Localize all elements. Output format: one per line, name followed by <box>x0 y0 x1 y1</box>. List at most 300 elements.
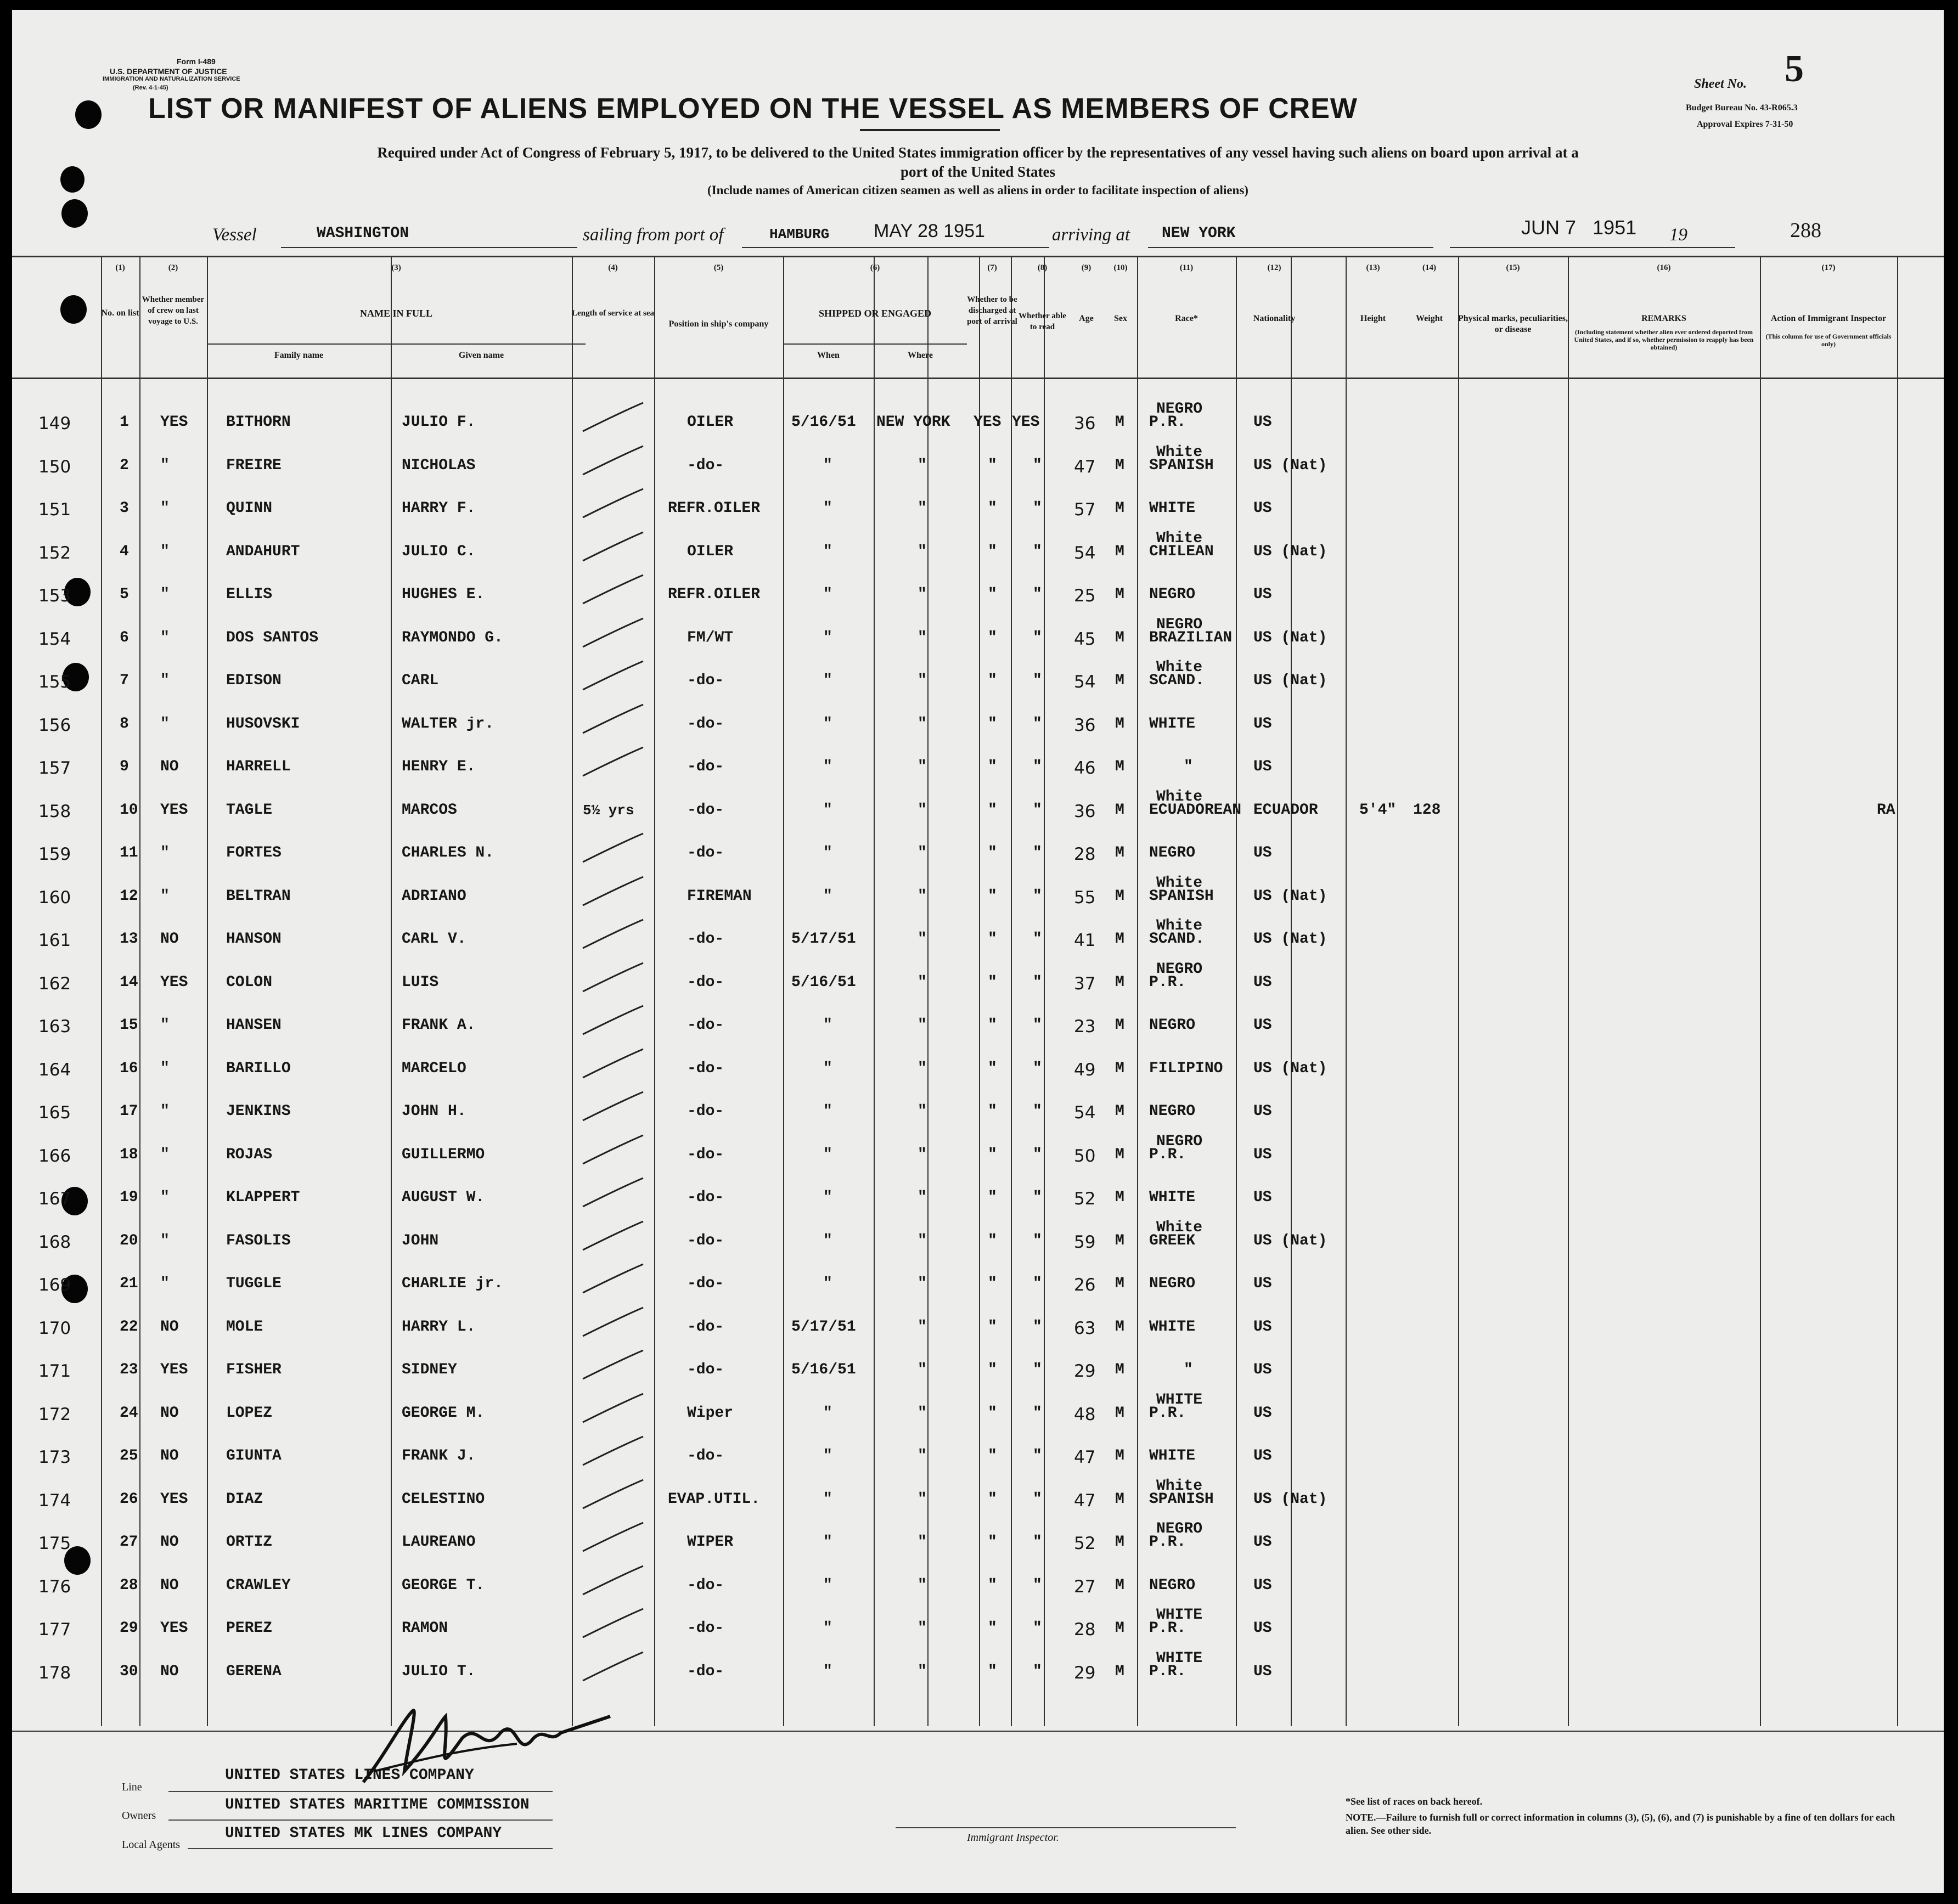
col-shipped-engaged: SHIPPED OR ENGAGED <box>818 308 932 319</box>
nationality: US <box>1253 1189 1272 1206</box>
race: SPANISH <box>1149 457 1214 474</box>
service-check-mark <box>577 872 654 911</box>
remarks-note: (Including statement whether alien ever ordered deported from United States, and if so, whether permission to reapply has been obtained) <box>1574 328 1754 351</box>
position: -do- <box>687 1576 724 1594</box>
column-divider <box>1458 256 1459 1726</box>
line-number: 164 <box>38 1060 71 1080</box>
nationality: ECUADOR <box>1253 801 1318 819</box>
column-number: (6) <box>870 263 880 272</box>
shipped-when: " <box>823 1146 832 1163</box>
nationality: US <box>1253 844 1272 861</box>
line-number: 161 <box>38 931 71 950</box>
service-check-mark <box>577 1001 654 1040</box>
able-to-read: " <box>1033 586 1042 603</box>
line-value: UNITED STATES LINES COMPANY <box>225 1767 474 1784</box>
budget-bureau: Budget Bureau No. 43-R065.3 <box>1686 103 1798 112</box>
column-divider <box>874 256 875 1726</box>
nationality: US (Nat) <box>1253 457 1327 474</box>
able-to-read: " <box>1033 1189 1042 1206</box>
race-line-1: White <box>1156 659 1203 676</box>
nationality: US <box>1253 1146 1272 1163</box>
able-to-read: " <box>1033 1576 1042 1594</box>
column-number: (12) <box>1267 263 1281 272</box>
given-name: HENRY E. <box>402 758 476 775</box>
race-line-1: White <box>1156 443 1203 461</box>
able-to-read: " <box>1033 1318 1042 1336</box>
discharged: " <box>988 1534 997 1551</box>
service-check-mark <box>577 657 654 695</box>
race-line-1: NEGRO <box>1156 1520 1203 1537</box>
age: 25 <box>1074 586 1096 606</box>
race: NEGRO <box>1149 1103 1196 1120</box>
race: NEGRO <box>1149 586 1196 603</box>
discharged: " <box>988 629 997 646</box>
port-to: NEW YORK <box>1162 225 1236 242</box>
shipped-where: " <box>918 1576 927 1594</box>
sex: M <box>1115 1447 1124 1464</box>
service-check-mark <box>577 743 654 781</box>
able-to-read: " <box>1033 973 1042 991</box>
line-number: 159 <box>38 844 71 864</box>
shipped-where: " <box>918 1490 927 1508</box>
able-to-read: " <box>1033 887 1042 905</box>
column-divider <box>979 256 980 1726</box>
port-from: HAMBURG <box>769 226 830 243</box>
sex: M <box>1115 414 1124 431</box>
line-number: 163 <box>38 1017 71 1037</box>
crew-last-voyage: YES <box>160 801 188 819</box>
race-line-1: White <box>1156 1477 1203 1495</box>
service-check-mark <box>577 1260 654 1298</box>
race-line-1: White <box>1156 1219 1203 1236</box>
length-service: 5½ yrs <box>583 802 634 819</box>
shipped-where: " <box>918 1361 927 1378</box>
penalty-note: NOTE.—Failure to furnish full or correct information in columns (3), (5), (6), and (7) is punishable by a fine of ten dollars for each alien. See other side. <box>1346 1812 1895 1836</box>
nationality: US <box>1253 1318 1272 1336</box>
family-name: DIAZ <box>226 1490 263 1508</box>
able-to-read: " <box>1033 758 1042 775</box>
nationality: US <box>1253 1534 1272 1551</box>
sex: M <box>1115 973 1124 991</box>
discharged: " <box>988 1490 997 1508</box>
owners-underline <box>168 1819 553 1821</box>
shipped-where: " <box>918 543 927 560</box>
given-name: CELESTINO <box>402 1490 485 1508</box>
crew-last-voyage: NO <box>160 1663 179 1680</box>
given-name: LUIS <box>402 973 439 991</box>
discharged: " <box>988 586 997 603</box>
column-divider <box>783 256 784 1726</box>
shipped-where: NEW YORK <box>876 414 950 431</box>
vessel-name: WASHINGTON <box>317 225 409 242</box>
column-number: (8) <box>1037 263 1048 272</box>
title-underline <box>860 129 1000 131</box>
line-number: 151 <box>38 500 71 520</box>
shipped-when: " <box>823 1620 832 1637</box>
discharged: " <box>988 1620 997 1637</box>
sex: M <box>1115 758 1124 775</box>
crew-last-voyage: YES <box>160 1361 188 1378</box>
discharged: " <box>988 1447 997 1464</box>
service-check-mark <box>577 1389 654 1428</box>
able-to-read: " <box>1033 1232 1042 1249</box>
race: P.R. <box>1149 973 1186 991</box>
given-name: FRANK J. <box>402 1447 476 1464</box>
race-line-1: NEGRO <box>1156 401 1203 418</box>
sex: M <box>1115 1534 1124 1551</box>
age: 28 <box>1074 1620 1096 1640</box>
line-number: 154 <box>38 629 71 649</box>
age: 52 <box>1074 1534 1096 1553</box>
sheet-label: Sheet No. <box>1694 77 1747 91</box>
nationality: US (Nat) <box>1253 629 1327 646</box>
service-check-mark <box>577 1131 654 1169</box>
sex: M <box>1115 457 1124 474</box>
crew-last-voyage: " <box>160 1103 170 1120</box>
line-number: 153 <box>38 586 71 606</box>
column-number: (5) <box>713 263 724 272</box>
able-to-read: " <box>1033 1017 1042 1034</box>
nationality: US <box>1253 1663 1272 1680</box>
family-name: GERENA <box>226 1663 282 1680</box>
race: P.R. <box>1149 1404 1186 1422</box>
family-name: BARILLO <box>226 1060 291 1077</box>
race: WHITE <box>1149 500 1196 517</box>
shipped-when: 5/17/51 <box>791 931 856 948</box>
crew-last-voyage: YES <box>160 1620 188 1637</box>
col-weight: Weight <box>1416 314 1443 323</box>
col-able-read: Whether able to read <box>1019 312 1066 331</box>
race: P.R. <box>1149 1620 1186 1637</box>
race: P.R. <box>1149 1534 1186 1551</box>
race-line-1: WHITE <box>1156 1607 1203 1624</box>
sex: M <box>1115 887 1124 905</box>
shipped-when: " <box>823 586 832 603</box>
owners-label: Owners <box>122 1810 156 1822</box>
races-note: *See list of races on back hereof. <box>1346 1796 1483 1807</box>
col-when: When <box>817 351 840 360</box>
nationality: US <box>1253 1017 1272 1034</box>
family-name: FASOLIS <box>226 1232 291 1249</box>
discharged: " <box>988 457 997 474</box>
crew-last-voyage: NO <box>160 1576 179 1594</box>
race: SPANISH <box>1149 887 1214 905</box>
nationality: US <box>1253 1275 1272 1292</box>
able-to-read: " <box>1033 1103 1042 1120</box>
table-top-rule <box>12 256 1944 257</box>
service-check-mark <box>577 1174 654 1212</box>
able-to-read: " <box>1033 1447 1042 1464</box>
able-to-read: " <box>1033 457 1042 474</box>
able-to-read: " <box>1033 715 1042 733</box>
age: 37 <box>1074 973 1096 994</box>
family-name: BELTRAN <box>226 887 291 905</box>
given-name: CARL <box>402 672 439 689</box>
race: NEGRO <box>1149 1275 1196 1292</box>
shipped-when: " <box>823 1103 832 1120</box>
shipped-where: " <box>918 758 927 775</box>
nationality: US <box>1253 586 1272 603</box>
family-name: HUSOVSKI <box>226 715 300 733</box>
discharged: " <box>988 1103 997 1120</box>
approval-expires: Approval Expires 7-31-50 <box>1697 120 1793 129</box>
age: 54 <box>1074 672 1096 692</box>
position: REFR.OILER <box>668 500 761 517</box>
service-check-mark <box>577 614 654 652</box>
shipped-where: " <box>918 500 927 517</box>
col-physical-marks: Physical marks, peculiarities, or disease <box>1458 314 1568 334</box>
col-no-on-list: No. on list <box>101 308 139 318</box>
able-to-read: " <box>1033 801 1042 819</box>
family-name: FISHER <box>226 1361 282 1378</box>
race: NEGRO <box>1149 1017 1196 1034</box>
line-number: 149 <box>38 414 71 433</box>
col-discharged: Whether to be discharged at port of arrival <box>967 295 1017 326</box>
race: BRAZILIAN <box>1149 629 1233 646</box>
line-number: 168 <box>38 1232 71 1252</box>
family-name: BITHORN <box>226 414 291 431</box>
service-check-mark <box>577 700 654 739</box>
family-name: QUINN <box>226 500 273 517</box>
given-name: WALTER jr. <box>402 715 494 733</box>
position: -do- <box>687 457 724 474</box>
position: -do- <box>687 1620 724 1637</box>
sex: M <box>1115 1404 1124 1422</box>
shipped-when: " <box>823 1404 832 1422</box>
race-line-1: NEGRO <box>1156 1133 1203 1150</box>
shipped-where: " <box>918 1534 927 1551</box>
crew-last-voyage: " <box>160 1275 170 1292</box>
crew-last-voyage: YES <box>160 414 188 431</box>
discharged: " <box>988 1017 997 1034</box>
family-name: JENKINS <box>226 1103 291 1120</box>
column-number: (9) <box>1081 263 1091 272</box>
inspector-label: Immigrant Inspector. <box>967 1832 1059 1844</box>
race-line-1: White <box>1156 917 1203 934</box>
discharged: " <box>988 1060 997 1077</box>
family-name: GIUNTA <box>226 1447 282 1464</box>
given-name: JULIO T. <box>402 1663 476 1680</box>
column-divider <box>391 256 392 1726</box>
form-number: Form I-489 <box>177 57 216 66</box>
col-where: Where <box>908 351 933 360</box>
col-given-name: Given name <box>458 351 504 360</box>
race: WHITE <box>1149 1318 1196 1336</box>
shipped-where: " <box>918 1103 927 1120</box>
crew-last-voyage: " <box>160 715 170 733</box>
discharged: " <box>988 801 997 819</box>
nationality: US (Nat) <box>1253 1060 1327 1077</box>
shipped-where: " <box>918 1404 927 1422</box>
column-number: (16) <box>1657 263 1671 272</box>
age: 28 <box>1074 844 1096 864</box>
crew-last-voyage: " <box>160 1060 170 1077</box>
age: 54 <box>1074 1103 1096 1123</box>
column-number: (10) <box>1113 263 1128 272</box>
service-check-mark <box>577 1217 654 1255</box>
age: 36 <box>1074 801 1096 821</box>
nationality: US <box>1253 414 1272 431</box>
race: CHILEAN <box>1149 543 1214 560</box>
column-divider <box>1137 256 1138 1726</box>
shipped-when: " <box>823 801 832 819</box>
shipped-when: 5/16/51 <box>791 414 856 431</box>
family-name: HANSON <box>226 931 282 948</box>
shipped-where: " <box>918 457 927 474</box>
given-name: CHARLIE jr. <box>402 1275 503 1292</box>
shipped-when: " <box>823 1232 832 1249</box>
vessel-underline <box>281 247 577 248</box>
able-to-read: " <box>1033 1275 1042 1292</box>
year-prefix: 19 <box>1669 225 1687 245</box>
discharged: " <box>988 1232 997 1249</box>
given-name: GUILLERMO <box>402 1146 485 1163</box>
sex: M <box>1115 1663 1124 1680</box>
discharged: " <box>988 543 997 560</box>
sex: M <box>1115 629 1124 646</box>
age: 59 <box>1074 1232 1096 1252</box>
line-number: 158 <box>38 801 71 821</box>
service-check-mark <box>577 528 654 566</box>
age: 50 <box>1074 1146 1096 1166</box>
family-name: FREIRE <box>226 457 282 474</box>
service-check-mark <box>577 915 654 954</box>
nationality: US <box>1253 1576 1272 1594</box>
able-to-read: YES <box>1012 414 1040 431</box>
discharged: " <box>988 844 997 861</box>
crew-last-voyage: " <box>160 844 170 861</box>
shipped-when: " <box>823 1447 832 1464</box>
race-line-1: NEGRO <box>1156 960 1203 978</box>
sail-date-stamp: MAY 28 1951 <box>874 221 985 241</box>
race-line-1: White <box>1156 874 1203 892</box>
subtitle-note: (Include names of American citizen seamen as well as aliens in order to facilitate inspection of aliens) <box>707 183 1248 197</box>
position: -do- <box>687 1103 724 1120</box>
service-check-mark <box>577 398 654 437</box>
service-check-mark <box>577 1518 654 1557</box>
able-to-read: " <box>1033 1361 1042 1378</box>
stamp-number: 288 <box>1790 219 1821 242</box>
family-name: CRAWLEY <box>226 1576 291 1594</box>
age: 41 <box>1074 931 1096 950</box>
line-number: 155 <box>38 672 71 692</box>
sex: M <box>1115 1490 1124 1508</box>
discharged: " <box>988 931 997 948</box>
shipped-where: " <box>918 1447 927 1464</box>
given-name: MARCELO <box>402 1060 466 1077</box>
shipped-when: " <box>823 1490 832 1508</box>
sex: M <box>1115 1275 1124 1292</box>
weight: 128 <box>1413 801 1441 819</box>
nationality: US (Nat) <box>1253 1490 1327 1508</box>
line-number: 170 <box>38 1318 71 1338</box>
position: WIPER <box>687 1534 734 1551</box>
given-name: HUGHES E. <box>402 586 485 603</box>
crew-last-voyage: " <box>160 1232 170 1249</box>
position: -do- <box>687 1146 724 1163</box>
service-check-mark <box>577 1648 654 1686</box>
column-number: (7) <box>987 263 997 272</box>
age: 27 <box>1074 1576 1096 1597</box>
shipped-when: " <box>823 1189 832 1206</box>
crew-last-voyage: YES <box>160 1490 188 1508</box>
position: OILER <box>687 414 734 431</box>
given-name: GEORGE T. <box>402 1576 485 1594</box>
shipped-subheader-rule <box>783 343 967 345</box>
owners-value: UNITED STATES MARITIME COMMISSION <box>225 1796 530 1813</box>
race-line-1: White <box>1156 529 1203 547</box>
given-name: CARL V. <box>402 931 466 948</box>
sex: M <box>1115 1146 1124 1163</box>
line-number: 152 <box>38 543 71 563</box>
column-number: (13) <box>1366 263 1380 272</box>
age: 49 <box>1074 1060 1096 1080</box>
position: -do- <box>687 1232 724 1249</box>
column-divider <box>927 256 929 1726</box>
nationality: US <box>1253 1103 1272 1120</box>
col-race: Race* <box>1175 314 1198 323</box>
given-name: AUGUST W. <box>402 1189 485 1206</box>
given-name: GEORGE M. <box>402 1404 485 1422</box>
crew-last-voyage: " <box>160 457 170 474</box>
arriving-label: arriving at <box>1052 225 1130 245</box>
shipped-when: 5/17/51 <box>791 1318 856 1336</box>
footer-rule <box>12 1731 1944 1732</box>
age: 47 <box>1074 1490 1096 1511</box>
sex: M <box>1115 1103 1124 1120</box>
given-name: NICHOLAS <box>402 457 476 474</box>
shipped-when: " <box>823 543 832 560</box>
shipped-where: " <box>918 586 927 603</box>
nationality: US <box>1253 1404 1272 1422</box>
race-line-1: WHITE <box>1156 1649 1203 1667</box>
column-divider <box>572 256 573 1726</box>
race: SPANISH <box>1149 1490 1214 1508</box>
given-name: JOHN H. <box>402 1103 466 1120</box>
family-name: FORTES <box>226 844 282 861</box>
race: NEGRO <box>1149 1576 1196 1594</box>
shipped-when: 5/16/51 <box>791 1361 856 1378</box>
shipped-where: " <box>918 1275 927 1292</box>
crew-last-voyage: " <box>160 629 170 646</box>
arrival-underline <box>1148 247 1433 248</box>
nationality: US <box>1253 758 1272 775</box>
shipped-when: " <box>823 1534 832 1551</box>
sex: M <box>1115 715 1124 733</box>
agents-underline <box>188 1848 553 1849</box>
shipped-when: " <box>823 844 832 861</box>
able-to-read: " <box>1033 844 1042 861</box>
column-number: (1) <box>115 263 125 272</box>
nationality: US (Nat) <box>1253 1232 1327 1249</box>
discharged: " <box>988 758 997 775</box>
race-line-1: White <box>1156 788 1203 805</box>
age: 45 <box>1074 629 1096 649</box>
service-check-mark <box>577 829 654 867</box>
family-name: ELLIS <box>226 586 273 603</box>
signature <box>352 1689 627 1799</box>
crew-last-voyage: " <box>160 543 170 560</box>
race: P.R. <box>1149 414 1186 431</box>
able-to-read: " <box>1033 1534 1042 1551</box>
family-name: COLON <box>226 973 273 991</box>
position: -do- <box>687 758 724 775</box>
name-subheader-rule <box>207 343 586 345</box>
nationality: US <box>1253 1361 1272 1378</box>
family-name: TUGGLE <box>226 1275 282 1292</box>
race: WHITE <box>1149 1189 1196 1206</box>
line-number: 166 <box>38 1146 71 1166</box>
